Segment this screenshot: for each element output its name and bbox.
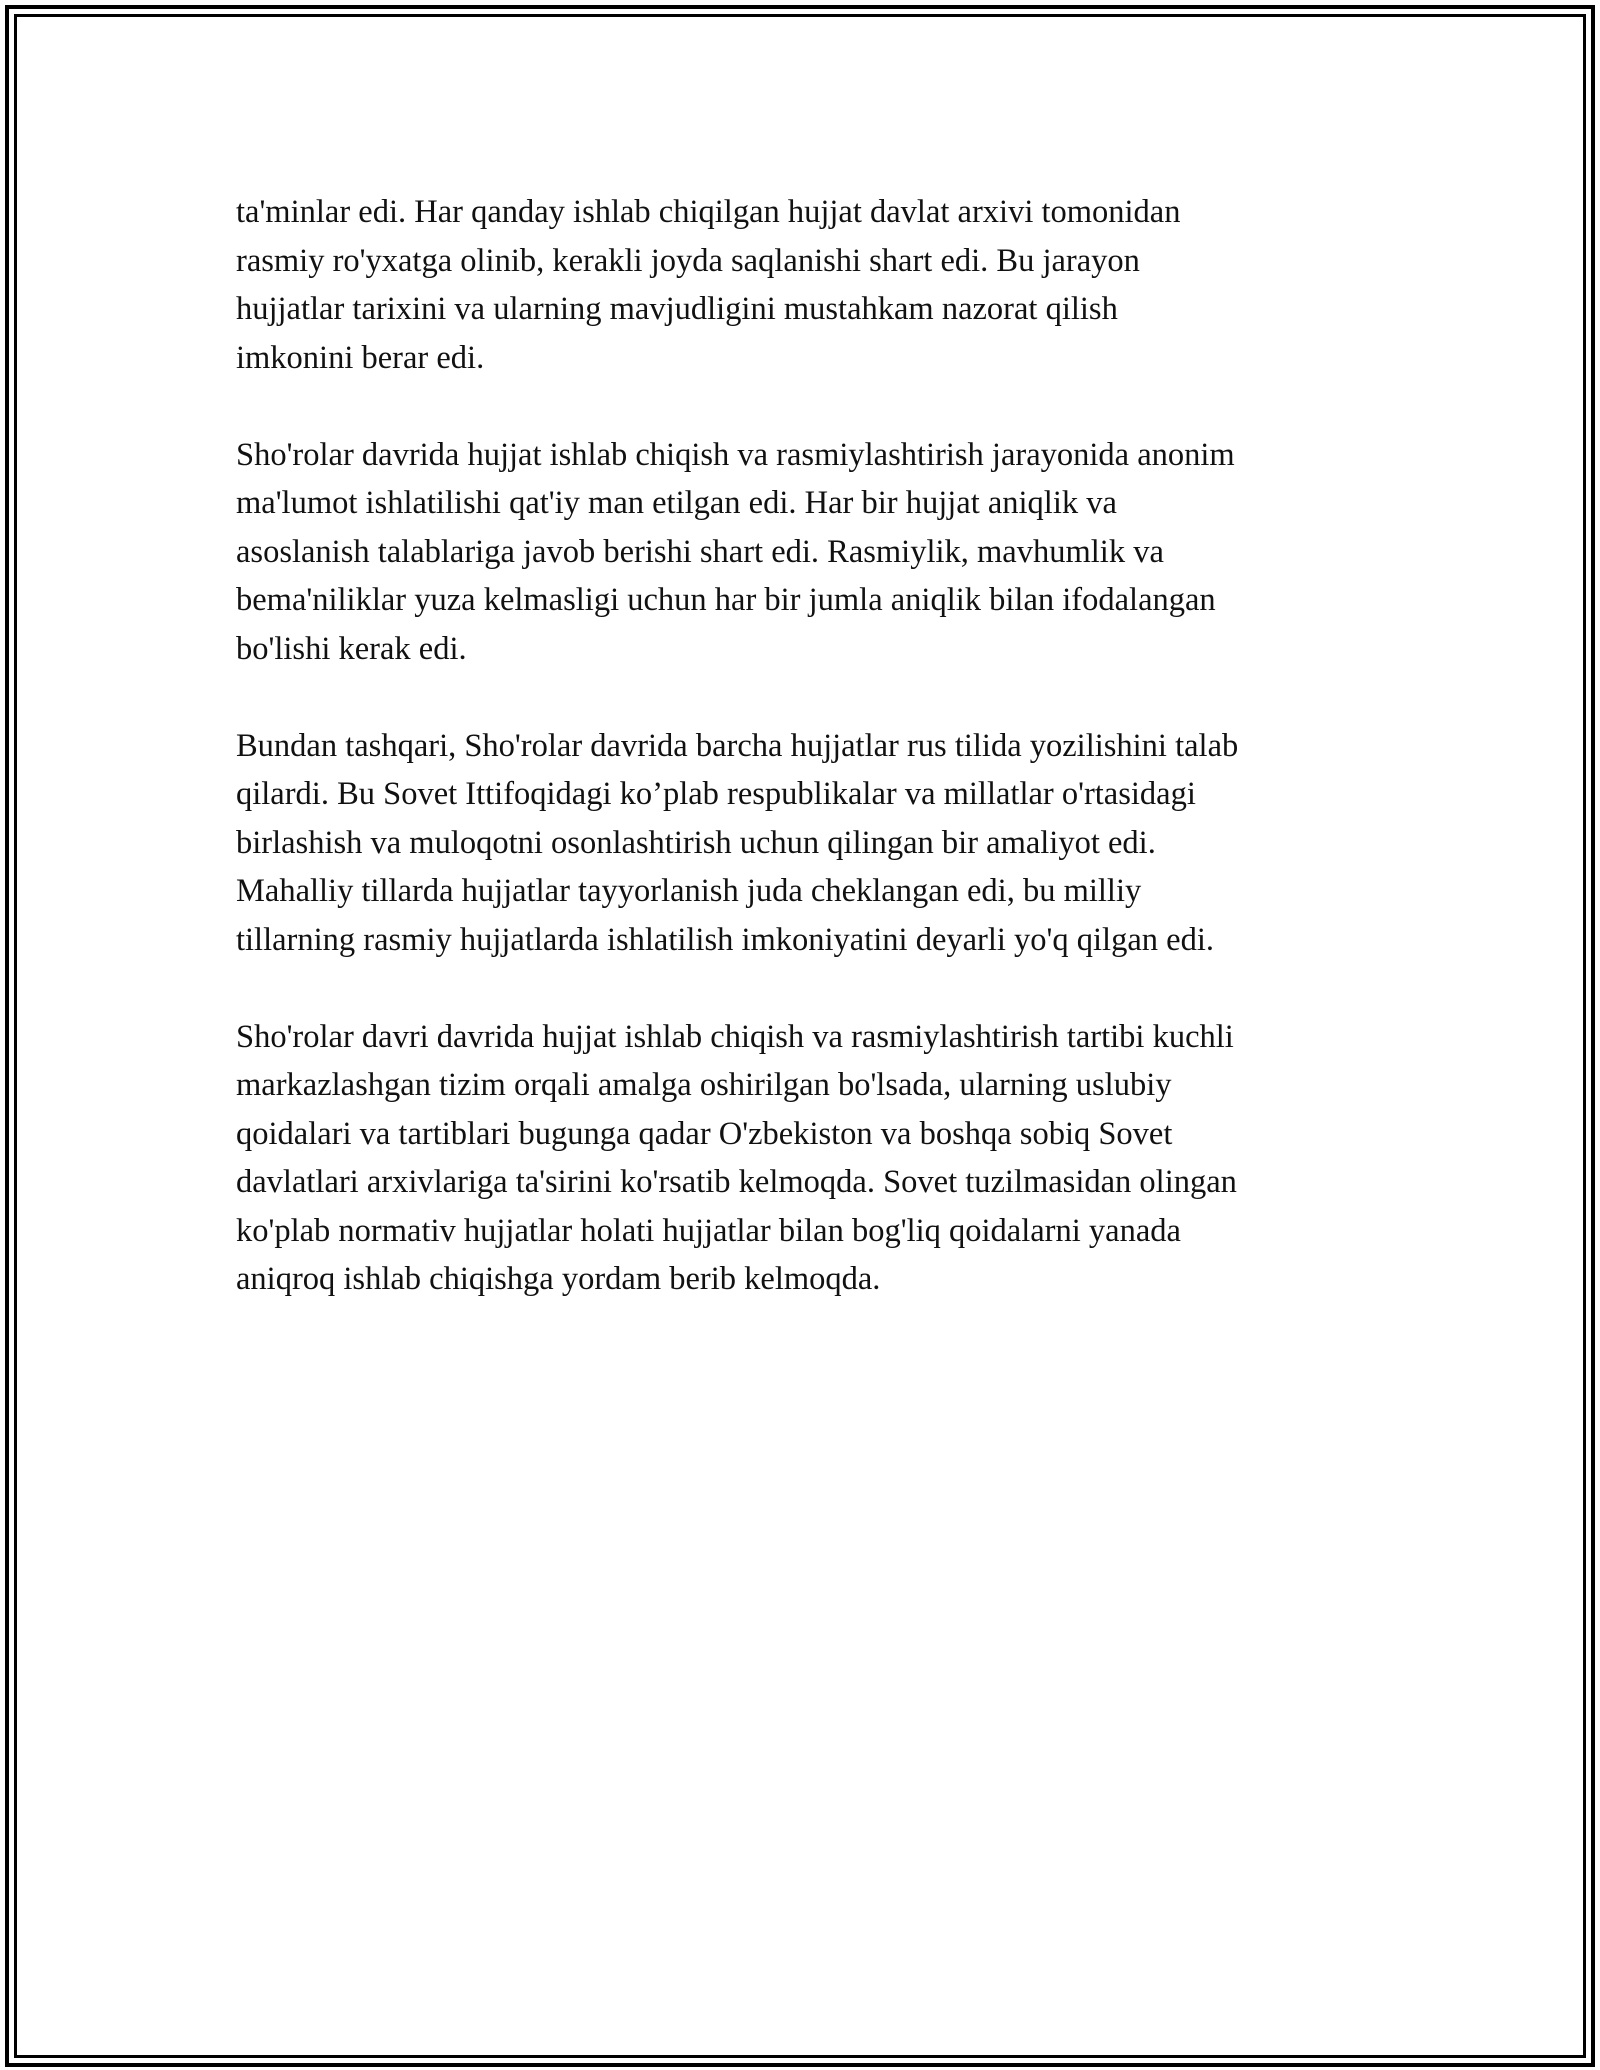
text-line: qilardi. Bu Sovet Ittifoqidagi ko’plab respublikalar va millatlar o'rtasidagi <box>236 776 1196 812</box>
text-line: imkonini berar edi. <box>236 339 485 376</box>
text-line: Mahalliy tillarda hujjatlar tayyorlanish juda cheklangan edi, bu milliy <box>236 873 1142 909</box>
text-line: davlatlari arxivlariga ta'sirini ko'rsatib kelmoqda. Sovet tuzilmasidan olingan <box>236 1164 1237 1200</box>
text-line: rasmiy ro'yxatga olinib, kerakli joyda saqlanishi shart edi. Bu jarayon <box>236 242 1140 279</box>
text-line: aniqroq ishlab chiqishga yordam berib kelmoqda. <box>236 1261 881 1297</box>
paragraph-1 <box>236 188 1396 382</box>
text-line: tillarning rasmiy hujjatlarda ishlatilish imkoniyatini deyarli yo'q qilgan edi. <box>236 921 1214 958</box>
paragraph-4 <box>236 1013 1396 1304</box>
text-line: asoslanish talablariga javob berishi shart edi. Rasmiylik, mavhumlik va <box>236 533 1164 570</box>
text-line: ko'plab normativ hujjatlar holati hujjatlar bilan bog'liq qoidalarni yanada <box>236 1212 1181 1249</box>
text-line: bema'niliklar yuza kelmasligi uchun har bir jumla aniqlik bilan ifodalangan <box>236 582 1216 618</box>
text-line: Bundan tashqari, Sho'rolar davrida barcha hujjatlar rus tilida yozilishini talab <box>236 727 1239 764</box>
document-body <box>236 188 1396 1352</box>
text-line: markazlashgan tizim orqali amalga oshirilgan bo'lsada, ularning uslubiy <box>236 1067 1172 1103</box>
paragraph-2 <box>236 431 1396 674</box>
text-line: birlashish va muloqotni osonlashtirish uchun qilingan bir amaliyot edi. <box>236 824 1156 861</box>
text-line: Sho'rolar davri davrida hujjat ishlab chiqish va rasmiylashtirish tartibi kuchli <box>236 1018 1234 1055</box>
text-line: qoidalari va tartiblari bugunga qadar O'zbekiston va boshqa sobiq Sovet <box>236 1115 1173 1152</box>
text-line: ta'minlar edi. Har qanday ishlab chiqilgan hujjat davlat arxivi tomonidan <box>236 194 1181 230</box>
text-line: hujjatlar tarixini va ularning mavjudligini mustahkam nazorat qilish <box>236 291 1118 327</box>
text-line: ma'lumot ishlatilishi qat'iy man etilgan edi. Har bir hujjat aniqlik va <box>236 485 1117 521</box>
text-line: bo'lishi kerak edi. <box>236 630 467 667</box>
text-line: Sho'rolar davrida hujjat ishlab chiqish va rasmiylashtirish jarayonida anonim <box>236 436 1235 473</box>
paragraph-3 <box>236 722 1396 965</box>
